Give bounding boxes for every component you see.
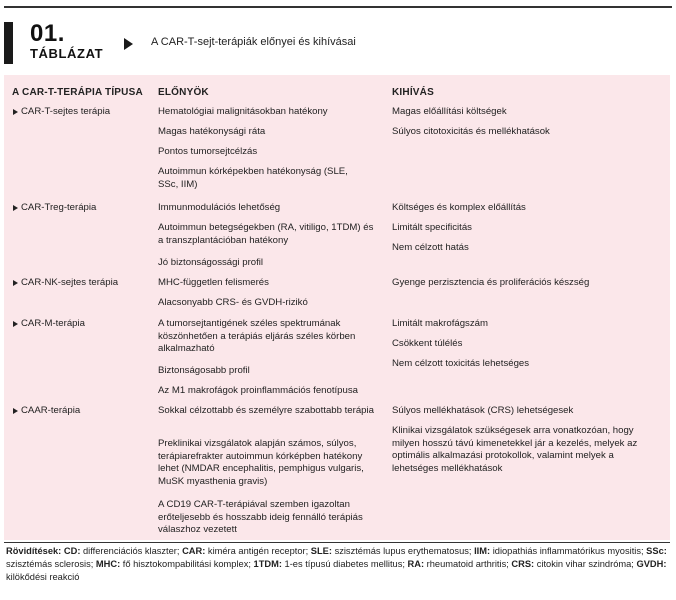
row-type-label: CAR-Treg-terápia bbox=[21, 202, 97, 213]
challenge-item: Limitált specificitás bbox=[392, 222, 472, 233]
abbr-definition: idiopathiás inflammatórikus myositis; bbox=[492, 546, 644, 556]
advantage-item: A tumorsejtantigének széles spektrumának köszönhetően a terápiás eljárás széles körben alkalmazható bbox=[158, 318, 356, 355]
table-label: TÁBLÁZAT bbox=[30, 46, 104, 61]
advantage-item: Preklinikai vizsgálatok alapján számos, súlyos, terápiarefrakter autoimmun kórképben hatékony lehet (NMDAR encephalitis, pemphigus vulgaris, MuSK myasthenia gravis) bbox=[158, 438, 364, 487]
bottom-rule bbox=[4, 542, 670, 543]
row-type bbox=[12, 106, 110, 119]
advantage-item: Hematológiai malignitásokban hatékony bbox=[158, 106, 328, 117]
advantage-item: Az M1 makrofágok proinflammációs fenotípusa bbox=[158, 385, 358, 396]
bullet-triangle-icon bbox=[13, 280, 18, 286]
header-bar bbox=[4, 22, 13, 64]
abbr-definition: differenciációs klaszter; bbox=[83, 546, 180, 556]
row-type bbox=[12, 405, 80, 418]
advantage-item: Alacsonyabb CRS- és GVDH-rizikó bbox=[158, 297, 308, 308]
column-header-type: A CAR-T-TERÁPIA TÍPUSA bbox=[12, 87, 143, 98]
challenge-item: Költséges és komplex előállítás bbox=[392, 202, 526, 213]
advantage-item: Autoimmun kórképekben hatékonyság (SLE, SSc, IIM) bbox=[158, 166, 348, 190]
table-header bbox=[4, 22, 672, 66]
table-number: 01. bbox=[30, 20, 65, 47]
abbr-term: IIM: bbox=[474, 546, 491, 556]
abbr-term: SLE: bbox=[310, 546, 332, 556]
top-rule bbox=[4, 6, 672, 8]
advantage-item: Pontos tumorsejtcélzás bbox=[158, 146, 258, 157]
row-type-label: CAR-T-sejtes terápia bbox=[21, 106, 111, 117]
row-type-label: CAR-M-terápia bbox=[21, 318, 85, 329]
challenge-item: Nem célzott toxicitás lehetséges bbox=[392, 358, 530, 369]
abbr-term: RA: bbox=[407, 559, 425, 569]
abbr-definition: rheumatoid arthritis; bbox=[426, 559, 509, 569]
abbr-definition: citokin vihar szindróma; bbox=[536, 559, 634, 569]
abbr-definition: 1-es típusú diabetes mellitus; bbox=[284, 559, 405, 569]
abbr-term: CD: bbox=[63, 546, 81, 556]
challenge-item: Gyenge perzisztencia és proliferációs készség bbox=[392, 277, 590, 288]
challenge-item: Csökkent túlélés bbox=[392, 338, 463, 349]
abbr-term: MHC: bbox=[95, 559, 121, 569]
advantage-item: Magas hatékonysági ráta bbox=[158, 126, 266, 137]
abbr-definition: kilökődési reakció bbox=[6, 572, 80, 582]
challenge-item: Klinikai vizsgálatok szükségesek arra vonatkozóan, hogy milyen hosszú távú kimenetekkel jár a kezelés, melyek az optimális alkalmazási protokollok, valamint melyek a lehetséges mellékhatások bbox=[392, 425, 638, 474]
abbr-definition: kiméra antigén receptor; bbox=[207, 546, 309, 556]
abbr-definition: fő hisztokompabilitási komplex; bbox=[122, 559, 251, 569]
play-arrow-icon bbox=[124, 38, 133, 50]
advantage-item: MHC-független felismerés bbox=[158, 277, 269, 288]
column-header-advantages: ELŐNYÖK bbox=[158, 87, 209, 98]
advantage-item: Sokkal célzottabb és személyre szabottabb terápia bbox=[158, 405, 374, 416]
advantage-item: Immunmodulációs lehetőség bbox=[158, 202, 281, 213]
abbreviations-footnote bbox=[6, 545, 670, 584]
abbr-definition: szisztémás sclerosis; bbox=[6, 559, 94, 569]
abbr-definition: szisztémás lupus erythematosus; bbox=[334, 546, 472, 556]
advantage-item: Biztonságosabb profil bbox=[158, 365, 250, 376]
column-header-challenges: KIHÍVÁS bbox=[392, 87, 434, 98]
challenge-item: Nem célzott hatás bbox=[392, 242, 469, 253]
challenge-item: Súlyos citotoxicitás és mellékhatások bbox=[392, 126, 550, 137]
bullet-triangle-icon bbox=[13, 205, 18, 211]
table-title: A CAR-T-sejt-terápiák előnyei és kihívásai bbox=[151, 36, 356, 48]
table-panel bbox=[4, 75, 670, 540]
challenge-item: Magas előállítási költségek bbox=[392, 106, 507, 117]
row-type-label: CAR-NK-sejtes terápia bbox=[21, 277, 119, 288]
abbr-term: SSc: bbox=[646, 546, 667, 556]
advantage-item: Autoimmun betegségekben (RA, vitiligo, 1TDM) és a transzplantációban hatékony bbox=[158, 222, 374, 246]
row-type-label: CAAR-terápia bbox=[21, 405, 81, 416]
advantage-item: Jó biztonságossági profil bbox=[158, 257, 264, 268]
row-type bbox=[12, 202, 96, 215]
challenge-item: Súlyos mellékhatások (CRS) lehetségesek bbox=[392, 405, 574, 416]
abbr-term: 1TDM: bbox=[253, 559, 282, 569]
bullet-triangle-icon bbox=[13, 408, 18, 414]
abbr-term: CAR: bbox=[182, 546, 206, 556]
row-type bbox=[12, 277, 118, 290]
bullet-triangle-icon bbox=[13, 109, 18, 115]
advantage-item: A CD19 CAR-T-terápiával szemben igazoltan erőteljesebb és hosszabb ideig fennálló terápiás válaszhoz vezetett bbox=[158, 499, 363, 536]
abbr-term: CRS: bbox=[511, 559, 535, 569]
abbr-term: GVDH: bbox=[636, 559, 667, 569]
abbreviations-heading: Rövidítések: bbox=[6, 546, 62, 556]
row-type bbox=[12, 318, 85, 331]
bullet-triangle-icon bbox=[13, 321, 18, 327]
challenge-item: Limitált makrofágszám bbox=[392, 318, 488, 329]
